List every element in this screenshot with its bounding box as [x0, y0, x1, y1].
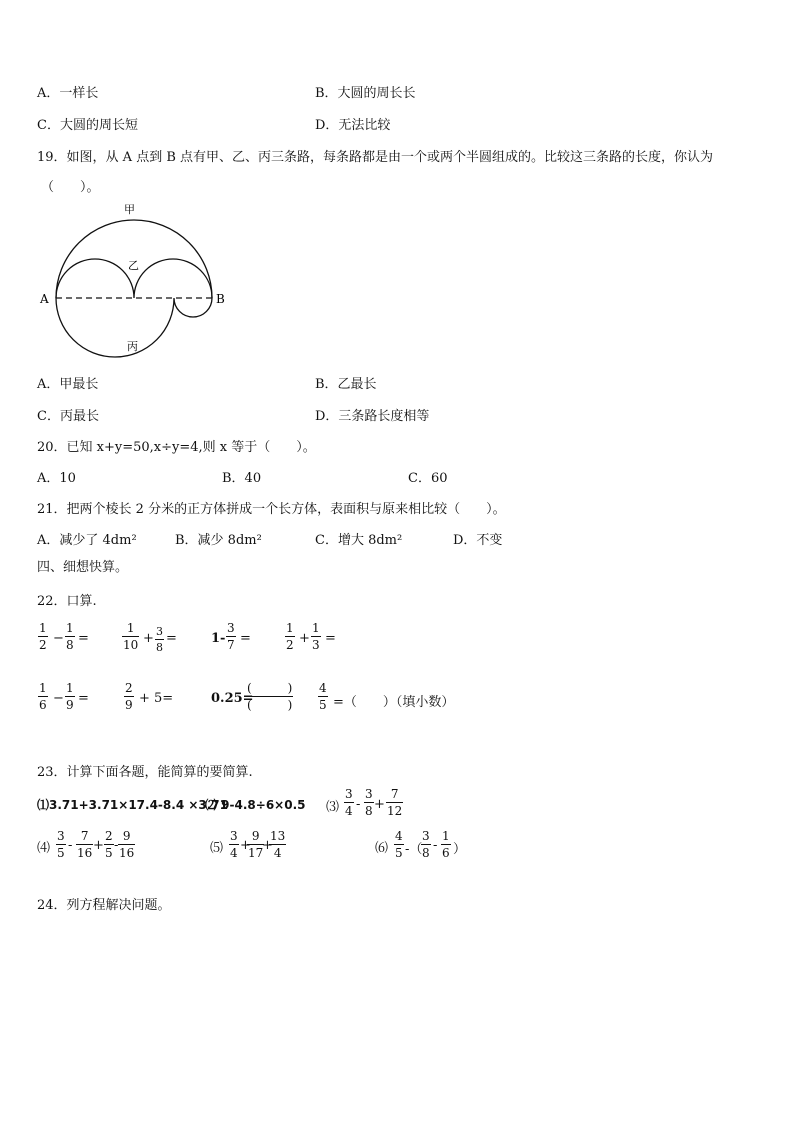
q22-e4-eq: =: [325, 631, 336, 646]
q23-p5-frac3: 13 4: [270, 829, 286, 860]
q20-stem: 20．已知 x+y=50,x÷y=4,则 x 等于（ ）。: [37, 440, 316, 455]
q23-p3-op2: +: [374, 797, 385, 812]
q19-answer-blank: （ ）。: [41, 180, 100, 195]
q22-e1-eq: =: [78, 631, 89, 646]
label-b: B: [216, 292, 225, 306]
q23-p4-frac3: 2 5: [105, 829, 113, 860]
q22-e4-op: +: [299, 631, 310, 646]
label-jia: 甲: [124, 203, 135, 216]
q22-e5-eq: =: [78, 691, 89, 706]
q23-p6-frac1: 4 5: [395, 829, 403, 860]
q23-p4-frac1: 3 5: [57, 829, 65, 860]
q23-p4-op2: +: [93, 838, 104, 853]
q23-p1: ⑴3.71+3.71×17.4-8.4 ×3.71: [37, 798, 229, 812]
section-title: 四、细想快算。: [37, 560, 129, 575]
q23-p3-label: ⑶: [326, 800, 340, 815]
q23-p6-op1: -（: [405, 842, 423, 857]
q21-stem: 21．把两个棱长 2 分米的正方体拼成一个长方体，表面积与原来相比较（ ）。: [37, 502, 506, 517]
q22-e2-op: +: [143, 631, 154, 646]
q22-e5-frac2: 1 9: [66, 681, 74, 712]
q22-e3-eq: =: [240, 631, 251, 646]
q18-option-d: D．无法比较: [315, 118, 391, 133]
q22-e3-pre: 1-: [211, 631, 226, 646]
q21-option-b: B．减少 8dm²: [175, 533, 262, 548]
q18-option-a: A．一样长: [37, 86, 99, 101]
q23-p3-frac1: 3 4: [345, 787, 353, 818]
q22-e2-eq: =: [166, 631, 177, 646]
q23-p5-frac2: 9 17: [248, 829, 264, 860]
q22-e2-frac2: 3 8: [156, 625, 163, 654]
q22-e1-frac2: 1 8: [66, 621, 74, 652]
q23-p3-op1: -: [356, 797, 361, 812]
q19-stem: 19．如图，从 A 点到 B 点有甲、乙、丙三条路，每条路都是由一个或两个半圆组成的。比较这三条路的长度，你认为: [37, 150, 714, 165]
q23-p6-frac2: 3 8: [422, 829, 430, 860]
q23-p3-frac2: 3 8: [365, 787, 373, 818]
q20-option-c: C．60: [408, 471, 448, 486]
q22-e2-frac1: 1 10: [123, 621, 139, 652]
q21-option-d: D．不变: [453, 533, 503, 548]
q22-e8-rest: =（ ）（填小数）: [333, 695, 455, 710]
q21-option-a: A．减少了 4dm²: [37, 533, 137, 548]
q23-p5-op1: +: [240, 838, 251, 853]
q23-p4-frac2: 7 16: [77, 829, 93, 860]
q22-e5-op: −: [53, 691, 64, 706]
q18-option-c: C．大圆的周长短: [37, 118, 138, 133]
label-yi: 乙: [128, 259, 139, 272]
label-a: A: [40, 292, 49, 306]
q23-p6-op2: -: [433, 838, 438, 853]
q19-option-b: B．乙最长: [315, 377, 377, 392]
label-bing: 丙: [127, 340, 138, 353]
q19-option-d: D．三条路长度相等: [315, 409, 430, 424]
q23-p4-op3: -: [114, 838, 119, 853]
q22-e5-frac1: 1 6: [39, 681, 47, 712]
q22-title: 22．口算.: [37, 594, 97, 609]
q22-e3-frac: 3 7: [227, 621, 235, 652]
q19-option-a: A．甲最长: [37, 377, 99, 392]
q22-e1-op: −: [53, 631, 64, 646]
q19-option-c: C．丙最长: [37, 409, 99, 424]
q19-figure: [36, 196, 226, 362]
q22-e4-frac1: 1 2: [286, 621, 294, 652]
q20-option-b: B．40: [222, 471, 262, 486]
q23-p6-frac3: 1 6: [442, 829, 450, 860]
q23-p6-label: ⑹: [375, 841, 389, 856]
q22-e8-frac: 4 5: [319, 681, 327, 712]
q23-p4-label: ⑷: [37, 841, 51, 856]
q22-e4-frac2: 1 3: [312, 621, 320, 652]
q22-e1-frac1: 1 2: [39, 621, 47, 652]
q23-p5-frac1: 3 4: [230, 829, 238, 860]
q24-title: 24．列方程解决问题。: [37, 898, 171, 913]
q22-e6-frac: 2 9: [125, 681, 133, 712]
q21-option-c: C．增大 8dm²: [315, 533, 403, 548]
q23-p6-close: ）: [453, 842, 467, 857]
q23-p4-op1: -: [68, 838, 73, 853]
q23-p5-label: ⑸: [210, 841, 224, 856]
q23-p2: ⑵ 9-4.8÷6×0.5: [205, 798, 306, 812]
q23-p3-frac3: 7 12: [387, 787, 403, 818]
q23-p5-op2: +: [262, 838, 273, 853]
q18-option-b: B．大圆的周长长: [315, 86, 416, 101]
q22-e7-frac: ( ) ( ): [247, 681, 293, 712]
q20-option-a: A．10: [37, 471, 76, 486]
q22-e6-rest: + 5=: [139, 691, 174, 706]
q23-p4-frac4: 9 16: [119, 829, 135, 860]
q23-title: 23．计算下面各题，能简算的要简算.: [37, 765, 253, 780]
q22-e7-pre: 0.25=: [211, 691, 254, 706]
